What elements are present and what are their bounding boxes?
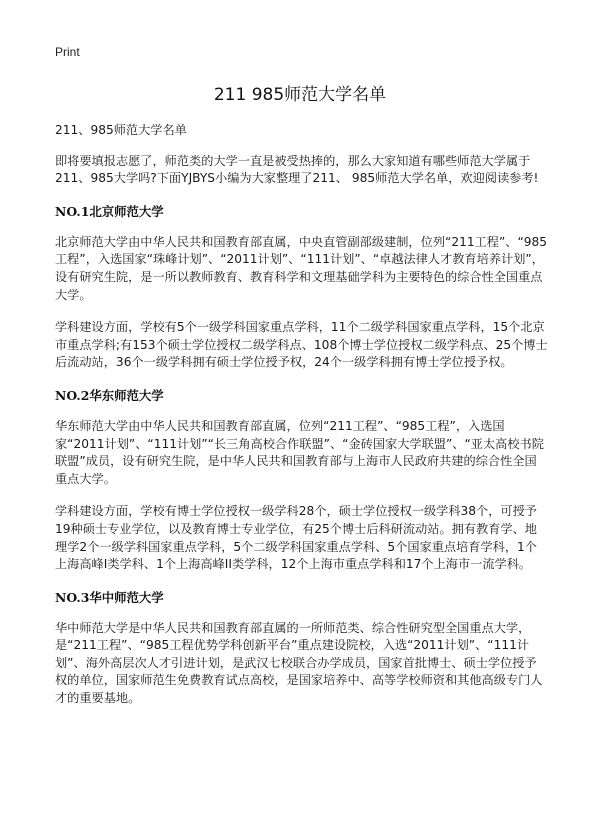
article-body (55, 122, 548, 723)
section-heading: NO.3华中师范大学 (55, 589, 164, 605)
section-paragraph: 华中师范大学是中华人民共和国教育部直属的一所师范类、综合性研究型全国重点大学，是“211工程”、“985工程优势学科创新平台”重点建设院校，入选“2011计划”、“111计划”、海外高层次人才引进计划，是武汉七校联合办学成员，国家首批博士、硕士学位授予权的单位，国家师范生免费教育试点高校，是国家培养中、高等学校师资和其他高级专门人才的重要基地。 (55, 620, 543, 706)
section-paragraph: 华东师范大学由中华人民共和国教育部直属，位列“211工程”、“985工程”，入选国家“2011计划”、“111计划”“长三角高校合作联盟”、“金砖国家大学联盟”、“亚太高校书院联盟”成员，设有研究生院，是中华人民共和国教育部与上海市人民政府共建的综合性全国重点大学。 (55, 418, 544, 486)
section-paragraph: 学科建设方面，学校有5个一级学科国家重点学科，11个二级学科国家重点学科，15个北京市重点学科;有153个硕士学位授权二级学科点、108个博士学位授权二级学科点、25个博士后流动站，36个一级学科拥有硕士学位授予权，24个一级学科拥有博士学位授予权。 (55, 320, 548, 370)
print-link[interactable]: Print (55, 45, 80, 59)
section-heading: NO.2华东师范大学 (55, 387, 164, 403)
intro-paragraph: 即将要填报志愿了，师范类的大学一直是被受热捧的，那么大家知道有哪些师范大学属于211、985大学吗?下面YJBYS小编为大家整理了211、 985师范大学名单，欢迎阅读参考! (55, 153, 539, 186)
section-paragraph: 北京师范大学由中华人民共和国教育部直属，中央直管副部级建制，位列“211工程”、“985工程”，入选国家“珠峰计划”、“2011计划”、“111计划”、“卓越法律人才教育培养计划”，设有研究生院，是一所以教师教育、教育科学和文理基础学科为主要特色的综合性全国重点大学。 (55, 234, 548, 302)
section-heading: NO.1北京师范大学 (55, 203, 164, 219)
page-title: 211 985师范大学名单 (213, 85, 387, 105)
subtitle: 211、985师范大学名单 (55, 123, 187, 137)
section-paragraph: 学科建设方面，学校有博士学位授权一级学科28个，硕士学位授权一级学科38个，可授予19种硕士专业学位，以及教育博士专业学位，有25个博士后科研流动站。拥有教育学、地理学2个一级学科国家重点学科，5个二级学科国家重点学科、5个国家重点培育学科，1个上海高峰I类学科、1个上海高峰II类学科，12个上海市重点学科和17个上海市一流学科。 (55, 504, 537, 572)
